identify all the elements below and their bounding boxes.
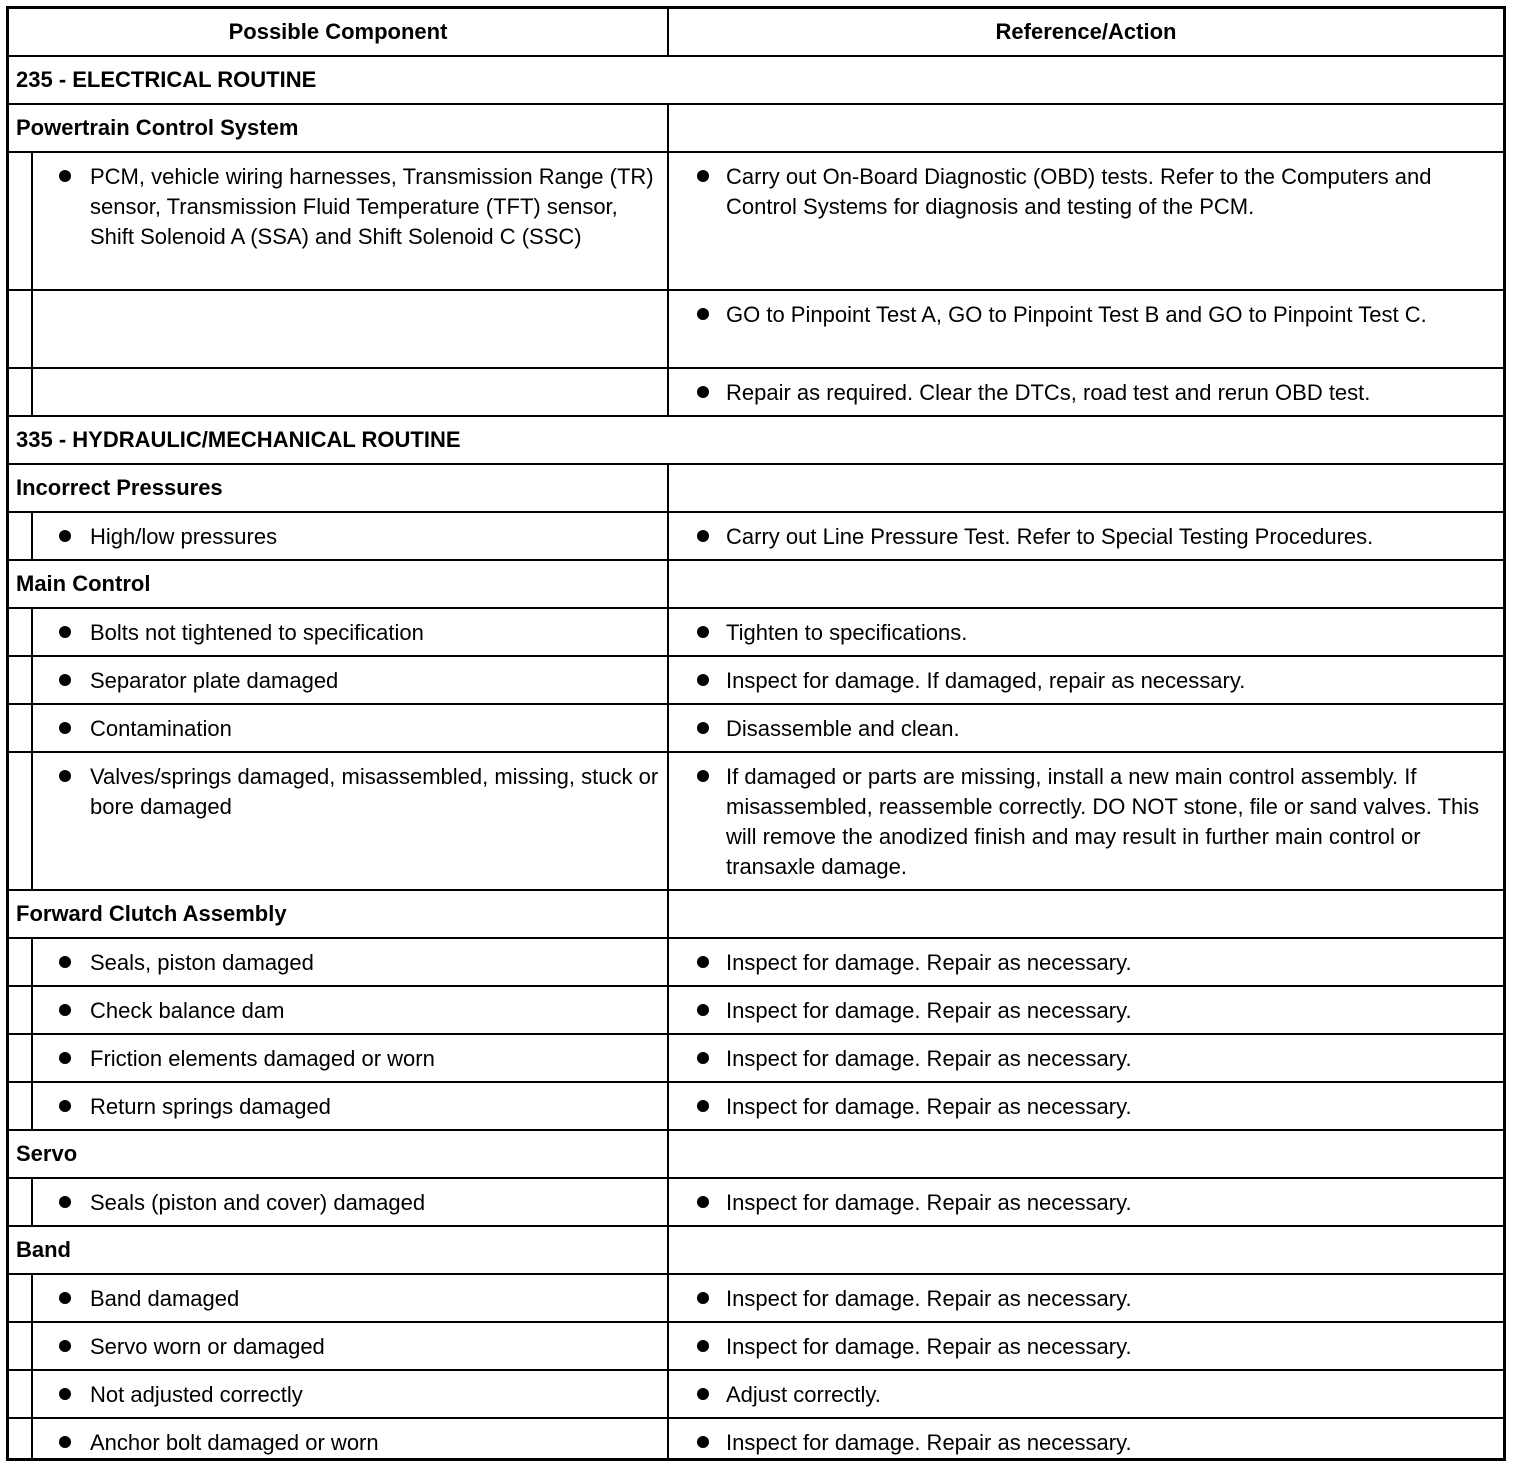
action-text: Inspect for damage. Repair as necessary.: [726, 1286, 1132, 1311]
group-title-cell: [9, 561, 669, 607]
action-cell: [669, 609, 1503, 655]
component-text: Return springs damaged: [90, 1094, 331, 1119]
bullet-icon: [59, 674, 71, 686]
header-action-cell: [669, 9, 1503, 55]
bullet-icon: [59, 1196, 71, 1208]
component-cell: [33, 1179, 669, 1225]
component-text: Servo worn or damaged: [90, 1334, 325, 1359]
action-text: Inspect for damage. Repair as necessary.: [726, 950, 1132, 975]
bullet-icon: [697, 386, 709, 398]
action-cell: [669, 153, 1503, 289]
group-action-cell: [669, 105, 1503, 151]
indent-cell: [9, 513, 33, 559]
indent-cell: [9, 609, 33, 655]
action-text: Inspect for damage. Repair as necessary.: [726, 1094, 1132, 1119]
indent-cell: [9, 1323, 33, 1369]
component-text: Valves/springs damaged, misassembled, missing, stuck or bore damaged: [90, 764, 659, 819]
header-action: Reference/Action: [995, 19, 1177, 44]
action-text: Tighten to specifications.: [726, 620, 968, 645]
action-text: Inspect for damage. Repair as necessary.: [726, 1334, 1132, 1359]
component-cell: [33, 153, 669, 289]
table-row: [9, 1371, 1503, 1419]
component-cell: [33, 753, 669, 889]
indent-cell: [9, 939, 33, 985]
component-text: Not adjusted correctly: [90, 1382, 303, 1407]
indent-cell: [9, 291, 33, 367]
action-cell: [669, 1419, 1503, 1458]
bullet-icon: [59, 1292, 71, 1304]
indent-cell: [9, 987, 33, 1033]
action-text: Repair as required. Clear the DTCs, road test and rerun OBD test.: [726, 380, 1371, 405]
action-text: Inspect for damage. Repair as necessary.: [726, 1046, 1132, 1071]
table-row: [9, 291, 1503, 369]
component-text: Band damaged: [90, 1286, 240, 1311]
component-text: PCM, vehicle wiring harnesses, Transmission Range (TR) sensor, Transmission Fluid Temperature (TFT) sensor, Shift Solenoid A (SSA) and Shift Solenoid C (SSC): [90, 164, 654, 249]
bullet-icon: [697, 1004, 709, 1016]
group-row: [9, 1227, 1503, 1275]
component-text: Friction elements damaged or worn: [90, 1046, 435, 1071]
group-row: [9, 1131, 1503, 1179]
component-text: Seals (piston and cover) damaged: [90, 1190, 426, 1215]
group-title-cell: [9, 891, 669, 937]
indent-cell: [9, 1035, 33, 1081]
group-row: [9, 891, 1503, 939]
action-cell: [669, 987, 1503, 1033]
action-cell: [669, 1275, 1503, 1321]
group-title: Incorrect Pressures: [16, 475, 223, 500]
header-component-cell: [9, 9, 669, 55]
table-header-row: [9, 9, 1503, 57]
component-cell: [33, 609, 669, 655]
table-row: [9, 1419, 1503, 1458]
group-row: [9, 105, 1503, 153]
bullet-icon: [59, 1340, 71, 1352]
indent-cell: [9, 369, 33, 415]
action-cell: [669, 1179, 1503, 1225]
bullet-icon: [697, 1388, 709, 1400]
table-row: [9, 1275, 1503, 1323]
group-row: [9, 465, 1503, 513]
action-cell: [669, 513, 1503, 559]
component-text: Separator plate damaged: [90, 668, 339, 693]
group-row: [9, 561, 1503, 609]
bullet-icon: [697, 626, 709, 638]
section-title: 335 - HYDRAULIC/MECHANICAL ROUTINE: [16, 427, 461, 452]
component-text: Bolts not tightened to specification: [90, 620, 424, 645]
group-action-cell: [669, 891, 1503, 937]
table-row: [9, 939, 1503, 987]
indent-cell: [9, 1419, 33, 1458]
action-text: If damaged or parts are missing, install a new main control assembly. If misassembled, reassemble correctly. DO NOT stone, file or sand valves. This will remove the anodized finish and may result in further main control or transaxle damage.: [726, 764, 1480, 879]
table-row: [9, 753, 1503, 891]
bullet-icon: [59, 956, 71, 968]
bullet-icon: [59, 1004, 71, 1016]
bullet-icon: [59, 1052, 71, 1064]
action-cell: [669, 1323, 1503, 1369]
component-cell: [33, 1371, 669, 1417]
action-cell: [669, 1083, 1503, 1129]
bullet-icon: [697, 170, 709, 182]
indent-cell: [9, 657, 33, 703]
component-text: High/low pressures: [90, 524, 278, 549]
component-cell: [33, 513, 669, 559]
table-row: [9, 153, 1503, 291]
indent-cell: [9, 153, 33, 289]
action-text: Carry out On-Board Diagnostic (OBD) tests. Refer to the Computers and Control Systems for diagnosis and testing of the PCM.: [726, 164, 1432, 219]
bullet-icon: [697, 1292, 709, 1304]
bullet-icon: [697, 530, 709, 542]
group-title: Powertrain Control System: [16, 115, 299, 140]
action-text: GO to Pinpoint Test A, GO to Pinpoint Test B and GO to Pinpoint Test C.: [726, 302, 1427, 327]
component-cell: [33, 939, 669, 985]
bullet-icon: [697, 722, 709, 734]
bullet-icon: [59, 1436, 71, 1448]
component-cell: [33, 1323, 669, 1369]
table-row: [9, 609, 1503, 657]
action-cell: [669, 1371, 1503, 1417]
component-cell: [33, 1083, 669, 1129]
component-cell: [33, 1419, 669, 1458]
action-text: Adjust correctly.: [726, 1382, 881, 1407]
group-action-cell: [669, 1131, 1503, 1177]
indent-cell: [9, 1179, 33, 1225]
group-action-cell: [669, 465, 1503, 511]
bullet-icon: [697, 1436, 709, 1448]
bullet-icon: [697, 1340, 709, 1352]
header-component: Possible Component: [228, 19, 448, 44]
bullet-icon: [59, 1100, 71, 1112]
table-row: [9, 1035, 1503, 1083]
bullet-icon: [697, 308, 709, 320]
bullet-icon: [59, 1388, 71, 1400]
action-text: Inspect for damage. Repair as necessary.: [726, 998, 1132, 1023]
component-cell: [33, 369, 669, 415]
table-row: [9, 369, 1503, 417]
group-title-cell: [9, 1227, 669, 1273]
indent-cell: [9, 1275, 33, 1321]
group-action-cell: [669, 561, 1503, 607]
table-row: [9, 1323, 1503, 1371]
action-text: Disassemble and clean.: [726, 716, 960, 741]
indent-cell: [9, 1371, 33, 1417]
component-cell: [33, 657, 669, 703]
action-text: Inspect for damage. If damaged, repair as necessary.: [726, 668, 1246, 693]
group-action-cell: [669, 1227, 1503, 1273]
component-text: Contamination: [90, 716, 232, 741]
component-cell: [33, 1035, 669, 1081]
bullet-icon: [59, 530, 71, 542]
indent-cell: [9, 1083, 33, 1129]
diagnostic-table: [6, 6, 1506, 1461]
bullet-icon: [697, 1052, 709, 1064]
table-row: [9, 705, 1503, 753]
group-title-cell: [9, 1131, 669, 1177]
component-cell: [33, 1275, 669, 1321]
action-text: Inspect for damage. Repair as necessary.: [726, 1190, 1132, 1215]
table-row: [9, 513, 1503, 561]
indent-cell: [9, 753, 33, 889]
action-cell: [669, 705, 1503, 751]
section-title: 235 - ELECTRICAL ROUTINE: [16, 67, 317, 92]
bullet-icon: [697, 1100, 709, 1112]
table-row: [9, 1083, 1503, 1131]
group-title: Band: [16, 1237, 71, 1262]
action-cell: [669, 369, 1503, 415]
component-text: Anchor bolt damaged or worn: [90, 1430, 379, 1455]
section-row: [9, 417, 1503, 465]
group-title: Servo: [16, 1141, 78, 1166]
group-title-cell: [9, 105, 669, 151]
bullet-icon: [59, 770, 71, 782]
table-row: [9, 987, 1503, 1035]
group-title: Forward Clutch Assembly: [16, 901, 287, 926]
component-text: Seals, piston damaged: [90, 950, 314, 975]
bullet-icon: [59, 722, 71, 734]
bullet-icon: [697, 1196, 709, 1208]
component-cell: [33, 705, 669, 751]
bullet-icon: [59, 170, 71, 182]
action-text: Inspect for damage. Repair as necessary.: [726, 1430, 1132, 1455]
indent-cell: [9, 705, 33, 751]
action-cell: [669, 657, 1503, 703]
bullet-icon: [697, 770, 709, 782]
component-text: Check balance dam: [90, 998, 285, 1023]
action-cell: [669, 1035, 1503, 1081]
action-cell: [669, 291, 1503, 367]
action-cell: [669, 939, 1503, 985]
action-text: Carry out Line Pressure Test. Refer to Special Testing Procedures.: [726, 524, 1374, 549]
bullet-icon: [59, 626, 71, 638]
bullet-icon: [697, 956, 709, 968]
bullet-icon: [697, 674, 709, 686]
group-title-cell: [9, 465, 669, 511]
action-cell: [669, 753, 1503, 889]
component-cell: [33, 987, 669, 1033]
table-row: [9, 657, 1503, 705]
table-row: [9, 1179, 1503, 1227]
section-row: [9, 57, 1503, 105]
group-title: Main Control: [16, 571, 151, 596]
component-cell: [33, 291, 669, 367]
